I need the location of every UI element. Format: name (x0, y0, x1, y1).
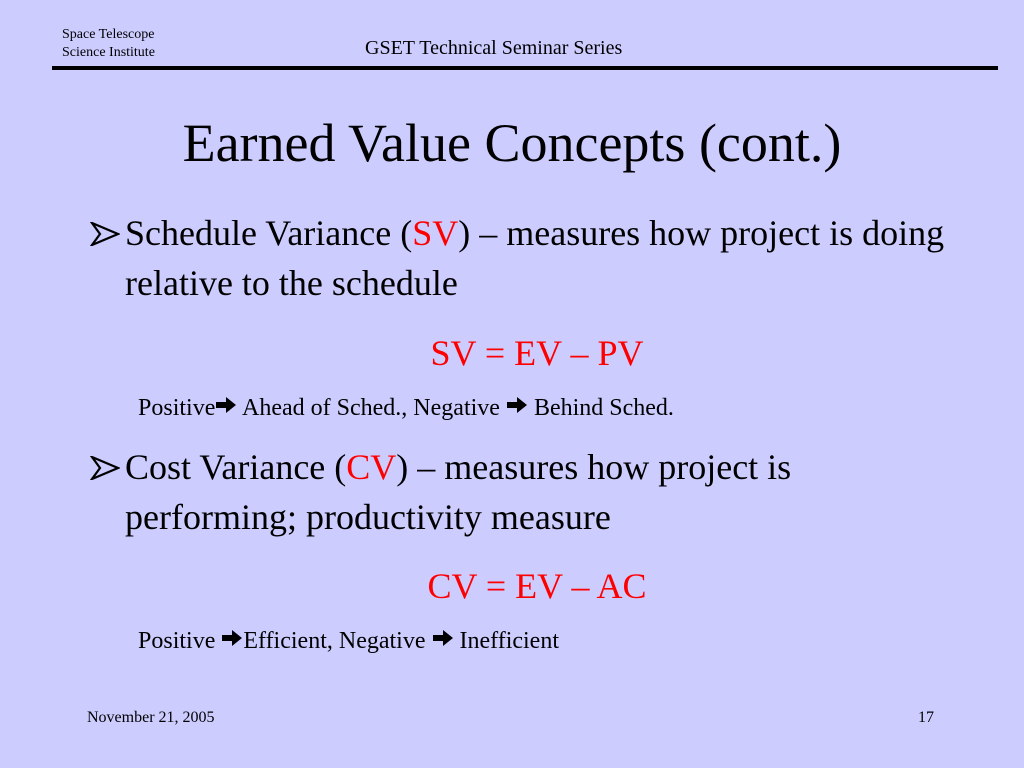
right-arrow-icon (215, 391, 237, 423)
abbreviation-cv: CV (346, 447, 397, 487)
footer-date: November 21, 2005 (87, 709, 215, 726)
seminar-series-title: GSET Technical Seminar Series (365, 37, 623, 59)
right-arrow-icon (221, 624, 243, 656)
org-line-1: Space Telescope (62, 27, 155, 42)
formula-sv: SV = EV – PV (430, 333, 644, 373)
note-cost-variance (138, 625, 559, 658)
right-arrow-icon (432, 624, 454, 656)
bullet-text-post: ) – measures how project is performing; productivity measure (125, 447, 792, 537)
header-divider (52, 66, 998, 70)
formula-cv: CV = EV – AC (427, 566, 647, 606)
bullet-text (125, 442, 948, 542)
page-number: 17 (918, 709, 934, 726)
note-positive: Positive (138, 628, 222, 654)
note-positive: Positive (138, 395, 216, 421)
note-middle: Efficient, Negative (243, 628, 432, 654)
arrowhead-bullet-icon (88, 442, 124, 492)
bullet-text-pre: Schedule Variance ( (125, 213, 413, 253)
organization-name (62, 26, 155, 62)
right-arrow-icon (506, 391, 528, 423)
bullet-text (125, 208, 948, 308)
org-line-2: Science Institute (62, 45, 155, 60)
bullet-text-pre: Cost Variance ( (125, 447, 347, 487)
bullet-cost-variance (88, 442, 948, 542)
note-middle: Ahead of Sched., Negative (237, 395, 506, 421)
slide-title: Earned Value Concepts (cont.) (182, 113, 842, 173)
note-schedule-variance (138, 392, 674, 425)
abbreviation-sv: SV (412, 213, 459, 253)
bullet-schedule-variance (88, 208, 948, 308)
note-end: Behind Sched. (527, 395, 674, 421)
arrowhead-bullet-icon (88, 208, 124, 258)
bullet-text-post: ) – measures how project is doing relative to the schedule (125, 213, 945, 303)
note-end: Inefficient (453, 628, 560, 654)
